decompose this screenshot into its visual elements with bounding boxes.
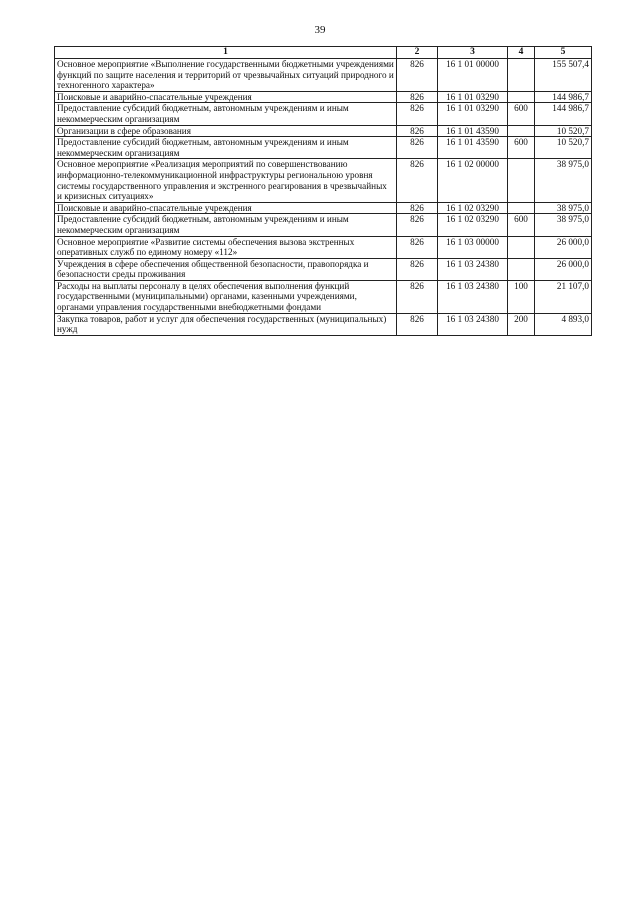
table-row <box>55 258 592 280</box>
row-department-cell: 826 <box>397 59 438 92</box>
table-row <box>55 280 592 313</box>
table-body <box>55 59 592 336</box>
row-department-cell: 826 <box>397 280 438 313</box>
row-name-cell: Основное мероприятие «Реализация мероприятий по совершенствованию информационно-телекоммуникационной инфраструктуры региональною уровня системы государственного управления и экстренного реагирования в чрезвычайных и кризисных ситуациях» <box>55 159 397 202</box>
row-name-cell: Закупка товаров, работ и услуг для обеспечения государственных (муниципальных) нужд <box>55 313 397 335</box>
header-row <box>55 47 592 59</box>
page-number: 39 <box>314 24 326 36</box>
row-expense-type-cell <box>508 236 535 258</box>
row-expense-type-cell <box>508 125 535 137</box>
row-department-cell: 826 <box>397 202 438 214</box>
row-name-cell: Поисковые и аварийно-спасательные учреждения <box>55 202 397 214</box>
table-row <box>55 313 592 335</box>
row-department-cell: 826 <box>397 91 438 103</box>
row-expense-type-cell <box>508 202 535 214</box>
row-name-cell: Расходы на выплаты персоналу в целях обеспечения выполнения функций государственными (муниципальными) органами, казенными учреждениями, органами управления государственными внебюджетными фондами <box>55 280 397 313</box>
row-name-cell: Предоставление субсидий бюджетным, автономным учреждениям и иным некоммерческим организациям <box>55 103 397 125</box>
row-amount-cell: 144 986,7 <box>535 91 592 103</box>
row-department-cell: 826 <box>397 313 438 335</box>
row-name-cell: Основное мероприятие «Развитие системы обеспечения вызова экстренных оперативных служб по единому номеру «112» <box>55 236 397 258</box>
row-expense-type-cell <box>508 91 535 103</box>
row-name-cell: Организации в сфере образования <box>55 125 397 137</box>
row-target-article-cell: 16 1 03 24380 <box>438 313 508 335</box>
row-expense-type-cell <box>508 159 535 202</box>
row-amount-cell: 38 975,0 <box>535 214 592 236</box>
row-expense-type-cell: 600 <box>508 214 535 236</box>
row-department-cell: 826 <box>397 236 438 258</box>
row-department-cell: 826 <box>397 159 438 202</box>
row-amount-cell: 4 893,0 <box>535 313 592 335</box>
budget-table <box>54 46 592 336</box>
row-expense-type-cell <box>508 59 535 92</box>
table-row <box>55 159 592 202</box>
row-amount-cell: 26 000,0 <box>535 258 592 280</box>
row-expense-type-cell: 600 <box>508 137 535 159</box>
row-department-cell: 826 <box>397 137 438 159</box>
header-col-4: 4 <box>508 47 535 59</box>
row-amount-cell: 26 000,0 <box>535 236 592 258</box>
row-target-article-cell: 16 1 01 03290 <box>438 103 508 125</box>
row-target-article-cell: 16 1 02 03290 <box>438 214 508 236</box>
header-col-5: 5 <box>535 47 592 59</box>
row-target-article-cell: 16 1 03 00000 <box>438 236 508 258</box>
table-row <box>55 214 592 236</box>
row-expense-type-cell: 600 <box>508 103 535 125</box>
table-row <box>55 125 592 137</box>
table-header <box>55 47 592 59</box>
row-name-cell: Предоставление субсидий бюджетным, автономным учреждениям и иным некоммерческим организациям <box>55 214 397 236</box>
row-department-cell: 826 <box>397 258 438 280</box>
row-amount-cell: 38 975,0 <box>535 202 592 214</box>
row-target-article-cell: 16 1 01 03290 <box>438 91 508 103</box>
table-row <box>55 236 592 258</box>
row-name-cell: Поисковые и аварийно-спасательные учреждения <box>55 91 397 103</box>
header-col-3: 3 <box>438 47 508 59</box>
row-amount-cell: 21 107,0 <box>535 280 592 313</box>
row-name-cell: Основное мероприятие «Выполнение государственными бюджетными учреждениями функций по защите населения и территорий от чрезвычайных ситуаций природного и техногенного характера» <box>55 59 397 92</box>
row-target-article-cell: 16 1 01 43590 <box>438 137 508 159</box>
row-department-cell: 826 <box>397 125 438 137</box>
row-target-article-cell: 16 1 02 03290 <box>438 202 508 214</box>
table-row <box>55 202 592 214</box>
table-row <box>55 59 592 92</box>
row-target-article-cell: 16 1 02 00000 <box>438 159 508 202</box>
row-expense-type-cell: 100 <box>508 280 535 313</box>
row-expense-type-cell: 200 <box>508 313 535 335</box>
row-name-cell: Учреждения в сфере обеспечения общественной безопасности, правопорядка и безопасности среды проживания <box>55 258 397 280</box>
row-amount-cell: 10 520,7 <box>535 125 592 137</box>
table-row <box>55 137 592 159</box>
table-row <box>55 91 592 103</box>
row-amount-cell: 155 507,4 <box>535 59 592 92</box>
header-col-1: 1 <box>55 47 397 59</box>
header-col-2: 2 <box>397 47 438 59</box>
row-amount-cell: 144 986,7 <box>535 103 592 125</box>
row-target-article-cell: 16 1 01 00000 <box>438 59 508 92</box>
row-expense-type-cell <box>508 258 535 280</box>
row-amount-cell: 38 975,0 <box>535 159 592 202</box>
row-target-article-cell: 16 1 03 24380 <box>438 258 508 280</box>
table-row <box>55 103 592 125</box>
row-target-article-cell: 16 1 03 24380 <box>438 280 508 313</box>
row-department-cell: 826 <box>397 103 438 125</box>
row-target-article-cell: 16 1 01 43590 <box>438 125 508 137</box>
row-amount-cell: 10 520,7 <box>535 137 592 159</box>
row-department-cell: 826 <box>397 214 438 236</box>
row-name-cell: Предоставление субсидий бюджетным, автономным учреждениям и иным некоммерческим организациям <box>55 137 397 159</box>
